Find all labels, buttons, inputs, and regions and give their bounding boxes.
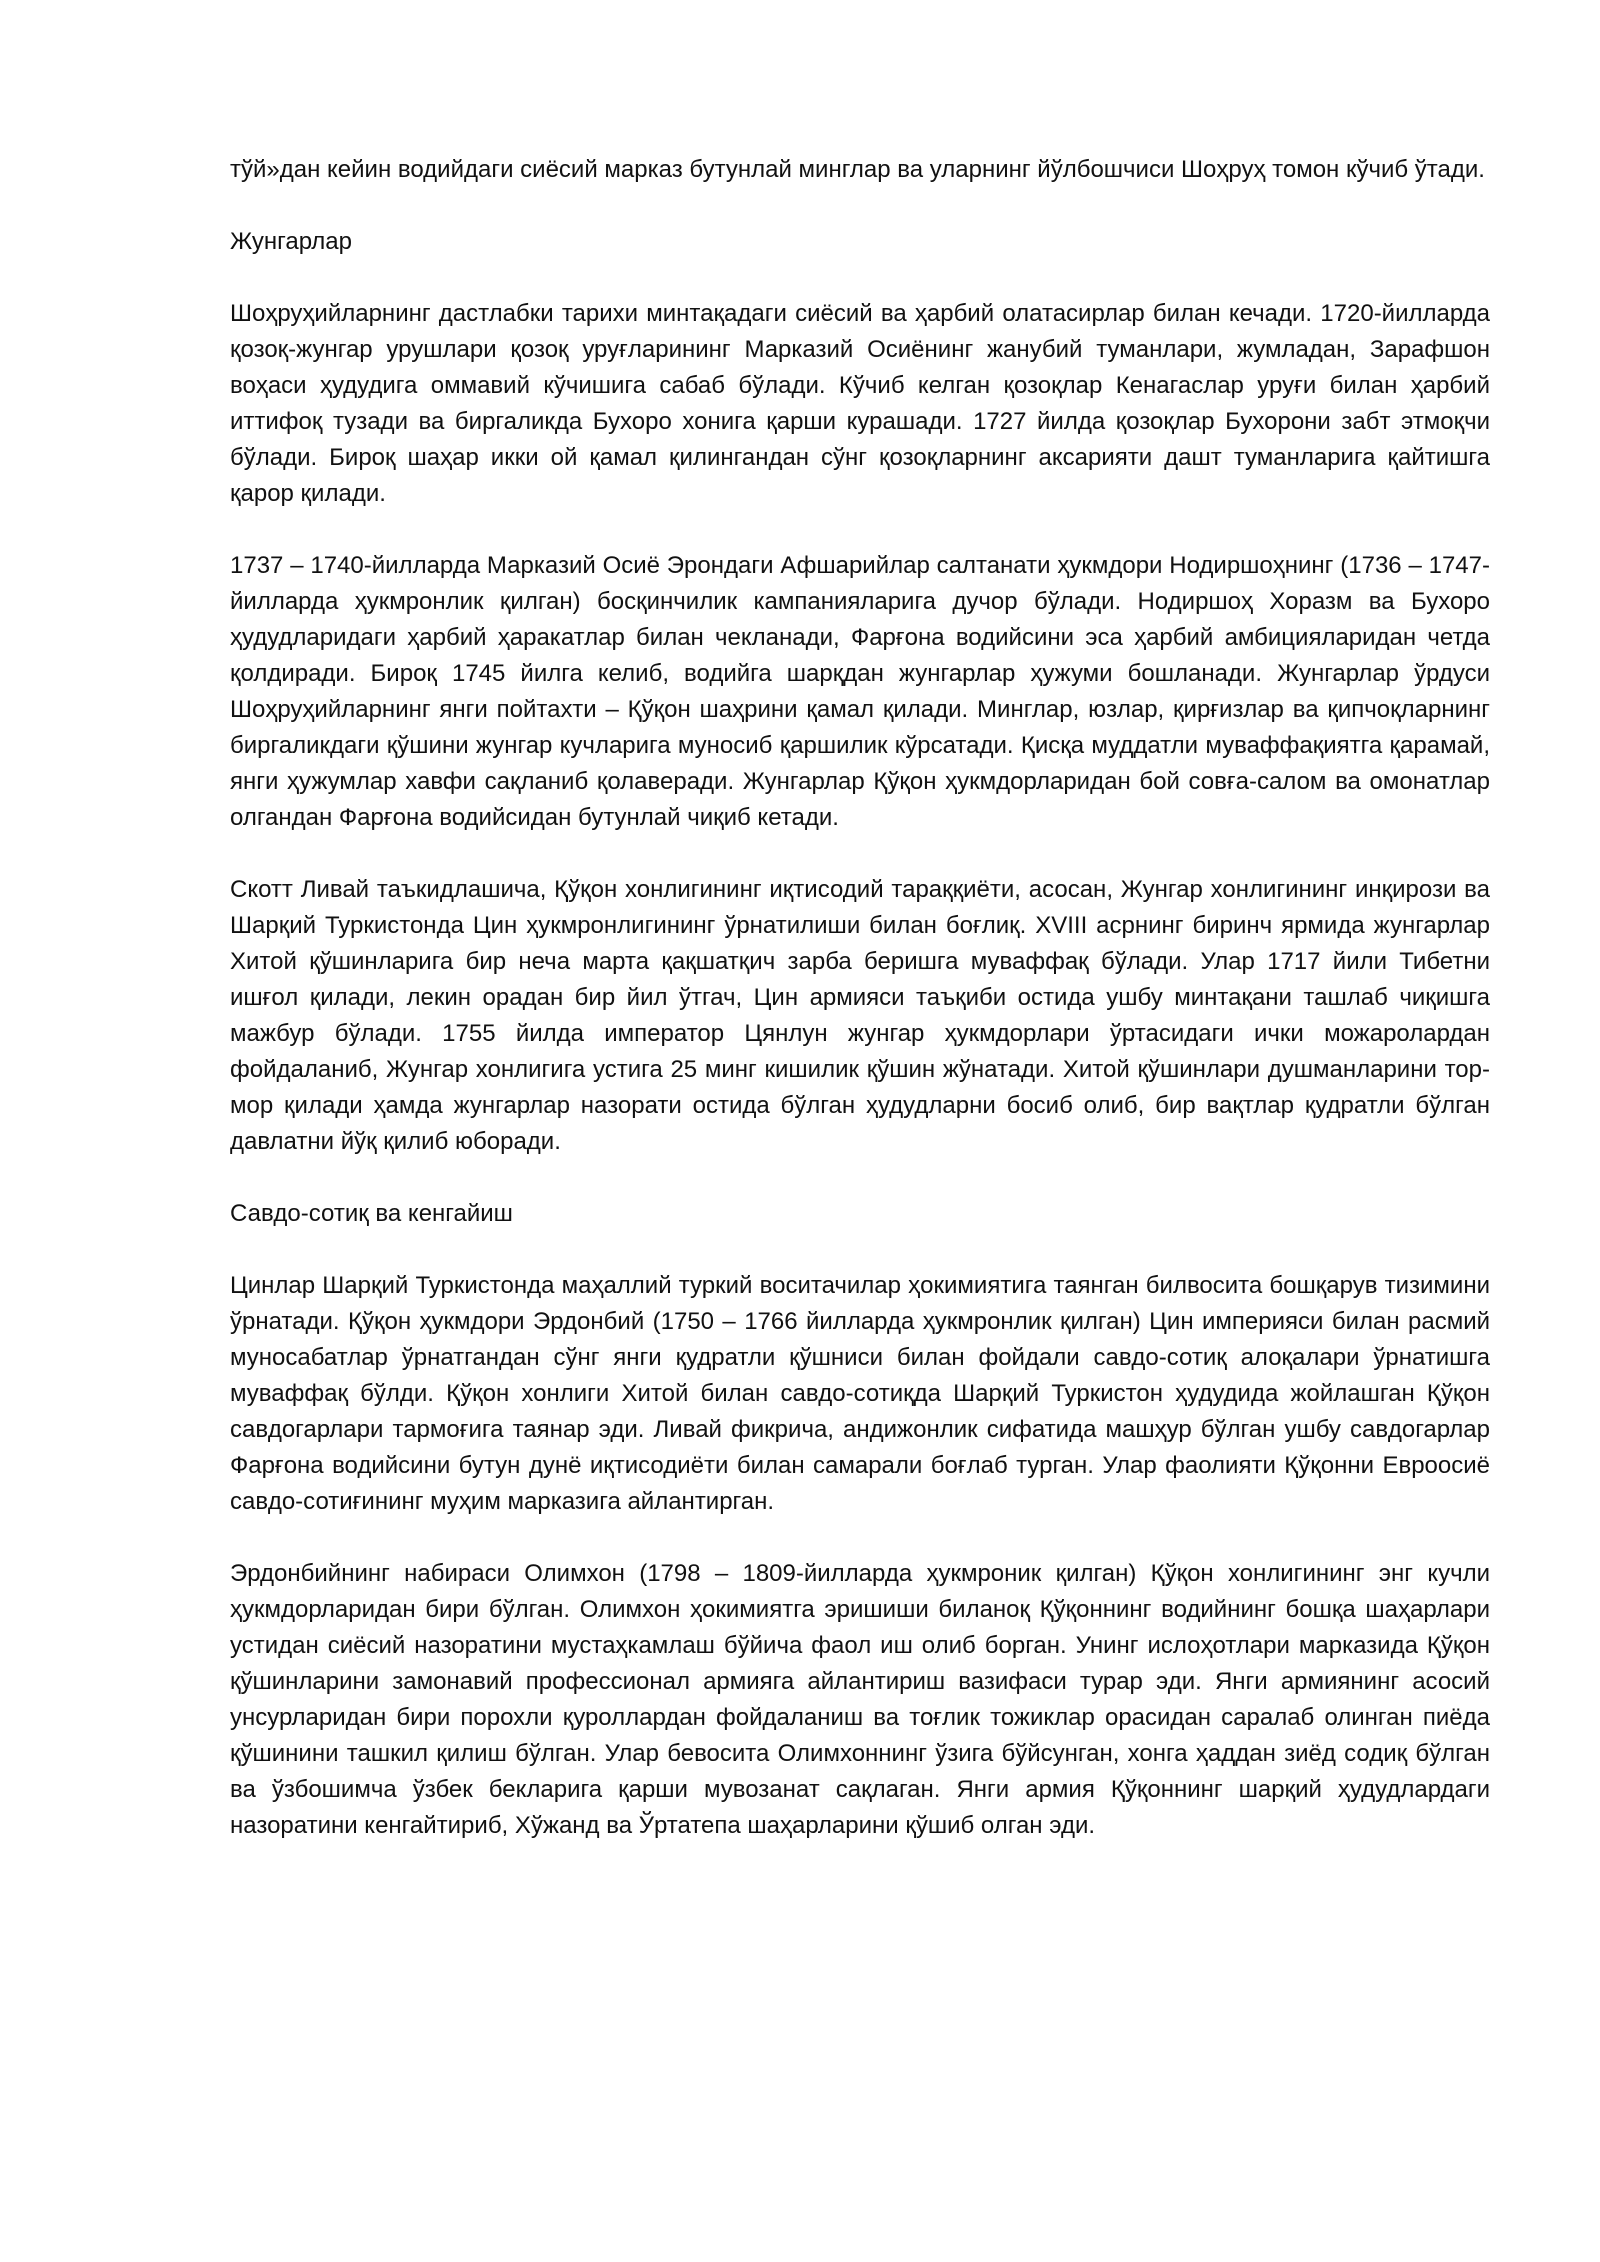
paragraph-qing-administration: Цинлар Шарқий Туркистонда маҳаллий туркий воситачилар ҳокимиятига таянган билвосита бошқарув тизимини ўрнатади. Қўқон ҳукмдори Эрдонбий (1750 – 1766 йилларда ҳукмронлик қилган) Цин империяси билан расмий муносабатлар ўрнатгандан сўнг янги қудратли қўшниси билан фойдали савдо-сотиқ алоқалари ўрнатишга муваффақ бўлди. Қўқон хонлиги Хитой билан савдо-сотиқда Шарқий Туркистон ҳудудида жойлашган Қўқон савдогарлари тармоғига таянар эди. Ливай фикрича, андижонлик сифатида машҳур бўлган ушбу савдогарлар Фарғона водийсини бутун дунё иқтисодиёти билан самарали боғлаб турган. Улар фаолияти Қўқонни Евроосиё савдо-сотиғининг муҳим марказига айлантирган. — [230, 1272, 1490, 1515]
paragraph-olimkhon: Эрдонбийнинг набираси Олимхон (1798 – 1809-йилларда ҳукмроник қилган) Қўқон хонлигининг энг кучли ҳукмдорларидан бири бўлган. Олимхон ҳокимиятга эришиши биланоқ Қўқоннинг водийнинг бошқа шаҳарлари устидан сиёсий назоратини мустаҳкамлаш бўйича фаол иш олиб борган. Унинг ислоҳотлари марказида Қўқон қўшинларини замонавий профессионал армияга айлантириш вазифаси турар эди. Янги армиянинг асосий унсурларидан бири порохли қуроллардан фойдаланиш ва тоғлик тожиклар орасидан саралаб олинган пиёда қўшинини ташкил қилиш бўлган. Улар бевосита Олимхоннинг ўзига бўйсунган, хонга ҳаддан зиёд содиқ бўлган ва ўзбошимча ўзбек бекларига қарши мувозанат сақлаган. Янги армия Қўқоннинг шарқий ҳудудлардаги назоратини кенгайтириб, Хўжанд ва Ўртатепа шаҳарларини қўшиб олган эди. — [230, 1560, 1490, 1839]
paragraph-nadir-shah: 1737 – 1740-йилларда Марказий Осиё Эрондаги Афшарийлар салтанати ҳукмдори Нодиршоҳнинг (1736 – 1747-йилларда ҳукмронлик қилган) босқинчилик кампанияларига дучор бўлади. Нодиршоҳ Хоразм ва Бухоро ҳудудларидаги ҳарбий ҳаракатлар билан чекланади, Фарғона водийсини эса ҳарбий амбицияларидан четда қолдиради. Бироқ 1745 йилга келиб, водийга шарқдан жунгарлар ҳужуми бошланади. Жунгарлар ўрдуси Шоҳруҳийларнинг янги пойтахти – Қўқон шаҳрини қамал қилади. Минглар, юзлар, қирғизлар ва қипчоқларнинг биргаликдаги қўшини жунгар кучларига муносиб қаршилик кўрсатади. Қисқа муддатли муваффақиятга қарамай, янги ҳужумлар хавфи сақланиб қолаверади. Жунгарлар Қўқон ҳукмдорларидан бой совға-салом ва омонатлар олгандан Фарғона водийсидан бутунлай чиқиб кетади. — [230, 552, 1490, 831]
paragraph-intro-continuation: тўй»дан кейин водийдаги сиёсий марказ бутунлай минглар ва уларнинг йўлбошчиси Шоҳруҳ томон кўчиб ўтади. — [230, 156, 1485, 183]
section-heading-jungars: Жунгарлар — [230, 228, 352, 255]
section-heading-trade-expansion: Савдо-сотиқ ва кенгайиш — [230, 1200, 513, 1227]
paragraph-shahrukhids-history: Шоҳруҳийларнинг дастлабки тарихи минтақадаги сиёсий ва ҳарбий олатасирлар билан кечади. 1720-йилларда қозоқ-жунгар урушлари қозоқ уруғларининг Марказий Осиёнинг жанубий туманлари, жумладан, Зарафшон воҳаси ҳудудига оммавий кўчишига сабаб бўлади. Кўчиб келган қозоқлар Кенагаслар уруғи билан ҳарбий иттифоқ тузади ва биргаликда Бухоро хонига қарши курашади. 1727 йилда қозоқлар Бухорони забт этмоқчи бўлади. Бироқ шаҳар икки ой қамал қилингандан сўнг қозоқларнинг аксарияти дашт туманларига қайтишга қарор қилади. — [230, 300, 1490, 507]
paragraph-scott-levi: Скотт Ливай таъкидлашича, Қўқон хонлигининг иқтисодий тараққиёти, асосан, Жунгар хонлигининг инқирози ва Шарқий Туркистонда Цин ҳукмронлигининг ўрнатилиши билан боғлиқ. XVIII асрнинг биринч ярмида жунгарлар Хитой қўшинларига бир неча марта қақшатқич зарба беришга муваффақ бўлади. Улар 1717 йили Тибетни ишғол қилади, лекин орадан бир йил ўтгач, Цин армияси таъқиби остида ушбу минтақани ташлаб чиқишга мажбур бўлади. 1755 йилда император Цянлун жунгар ҳукмдорлари ўртасидаги ички можаролардан фойдаланиб, Жунгар хонлигига устига 25 минг кишилик қўшин жўнатади. Хитой қўшинлари душманларини тор-мор қилади ҳамда жунгарлар назорати остида бўлган ҳудудларни босиб олиб, бир вақтлар қудратли бўлган давлатни йўқ қилиб юборади. — [230, 876, 1490, 1155]
document-body — [230, 152, 1490, 1844]
